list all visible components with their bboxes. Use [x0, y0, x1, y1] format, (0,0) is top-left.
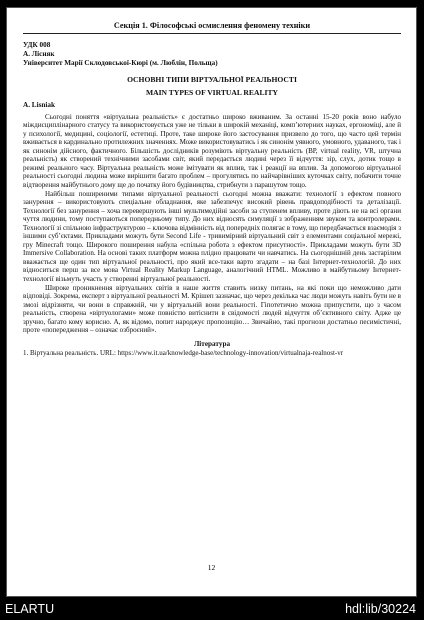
page-content — [23, 20, 401, 357]
paragraph-2: Найбільш поширеними типами віртуальної реальності сьогодні можна вважати: технології з ефектом повного занурення – використовують спеціальне обладнання, яке забезпечує високий рівень правдоподібності та деталізації. Технології без занурення – хоча перевершують інші мультимедійні засоби за ступенем впливу, проте діють не на всі органи чуття людини, тому поступаються попередньому типу. До них відносять симуляції з зображенням звуком та контролерами. Технології зі спільною інфраструктурою – ключова відмінність від попередніх полягає в тому, що передбачається взаємодія з іншими суб’єктами. Прикладами можуть бути Second Life - тривимірний віртуальний світ з елементами соціальної мережі, гру Minecraft тощо. Широкого поширення набула «спільна робота з ефектом присутності». Прикладами можуть бути 3D Immersive Collaboration. На основі таких платформ можна плідно працювати чи навчатись. На сьогоднішній день застарілим вважається ще один тип віртуальної реальності, про який все-таки варто згадати – на базі Інтернет-технологій. До них відноситься перш за все мова Virtual Reality Markup Language, аналогічний HTML. Можливо в майбутньому Інтернет-технології візьмуть участь у створенні віртуальної реальності. — [23, 189, 401, 283]
article-title-en: MAIN TYPES OF VIRTUAL REALITY — [145, 87, 279, 97]
udk-code: УДК 008 — [23, 41, 51, 49]
page-number: 12 — [207, 563, 216, 572]
reference-item: 1. Віртуальна реальність. URL: https://www.it.ua/knowledge-base/technology-innovation/virtualnaja-realnost-vr — [23, 348, 344, 357]
document-page — [6, 7, 417, 597]
paragraph-3: Широке проникнення віртуальних світів в наше життя ставить низку питань, на які поки що неможливо дати відповіді. Зокрема, експерт з віртуальної реальності М. Крішеп зазначає, що через декілька час люди можуть навіть бути не в змозі відрізняти, чи вони в справжній, чи у віртуальній вони реальності. Гіпотетично можна припустити, що з часом реальність, створена «віртуологами» може повністю витіснити в свідомості людей відчуття об’єктивного світу. Адже це зручно, багато кому корисно. А, як відомо, попит народжує пропозицію… Звичайно, такі прогнози достатньо песимістичні, проте «попередження – означає озброєний». — [23, 283, 401, 335]
handle-identifier: hdl:lib/30224 — [345, 602, 416, 616]
paragraph-1: Сьогодні поняття «віртуальна реальність» є достатньо широко вживаним. За останні 15-20 років воно набуло міждисциплінарного статусу та використовується уже не тільки в широкій механіці, комп’ютерних науках, ергономіці, але й у психології, медицині, соціології, естетиці. Проте, таке широке його застосування призвело до того, що часто цей термін вживається в кардинально протилежних значеннях. Може використовуватись і як синонім уявного, умовного, удаваного, так і як синонім дійсного, фактичного. Більшість дослідників розуміють віртуальну реальність (ВР, virtual reality, VR, штучна реальність) як створений технічними засобами світ, який передається людині через її відчуття: зір, слух, дотик тощо в режимі реального часу. Віртуальна реальність може імітувати як вплив, так і реакції на вплив. За допомогою віртуальної реальності сьогодні людина може вирішити багато проблем – прогулятись по найчарівніших куточках світу, побачити точне відтворення майбутнього дому ще до початку його будівництва, стрибнути з парашутом тощо. — [23, 112, 401, 189]
author-ua: А. Лісняк — [23, 50, 55, 59]
article-title-ua: ОСНОВНІ ТИПИ ВІРТУАЛЬНОЇ РЕАЛЬНОСТІ — [127, 74, 297, 84]
affiliation: Університет Марії Склодовської-Кюрі (м. Люблін, Польща) — [23, 59, 218, 68]
author-en: A. Lisniak — [23, 100, 55, 109]
header-rule — [23, 33, 401, 34]
repository-footer — [0, 598, 424, 620]
repository-name: ELARTU — [5, 602, 55, 616]
literature-heading: Література — [193, 339, 231, 348]
section-header: Секція 1. Філософські осмислення феномену техніки — [113, 21, 311, 30]
